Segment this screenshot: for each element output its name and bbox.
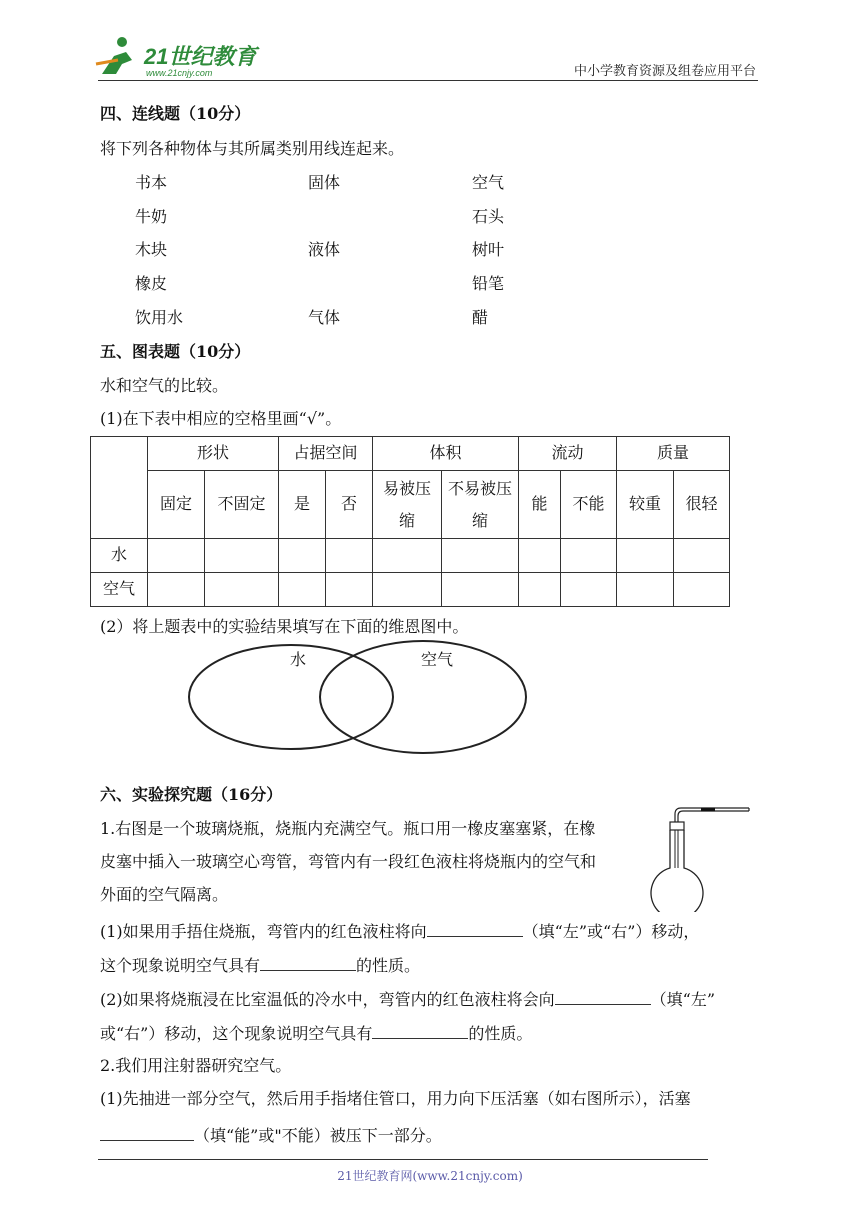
q2-text-d: 的性质。 [468, 1024, 533, 1043]
answer-cell[interactable] [373, 573, 442, 607]
answer-cell[interactable] [442, 539, 519, 573]
section5-q2: (2）将上题表中的实验结果填写在下面的维恩图中。 [100, 617, 469, 636]
col1-item: 牛奶 [135, 207, 168, 226]
answer-blank[interactable] [372, 1024, 468, 1039]
section6-q1-line1 [100, 922, 699, 940]
section6-p1-line2: 皮塞中插入一玻璃空心弯管，弯管内有一段红色液柱将烧瓶内的空气和 [100, 852, 597, 871]
col3-item: 醋 [472, 308, 489, 327]
row-label: 水 [91, 539, 148, 573]
row-label: 空气 [91, 573, 148, 607]
answer-cell[interactable] [279, 573, 326, 607]
col3-item: 石头 [472, 207, 505, 226]
answer-cell[interactable] [674, 539, 730, 573]
answer-cell[interactable] [279, 539, 326, 573]
venn-right-label: 空气 [421, 650, 454, 669]
answer-blank[interactable] [260, 956, 356, 971]
section4-instruction: 将下列各种物体与其所属类别用线连起来。 [100, 139, 405, 158]
answer-cell[interactable] [326, 573, 373, 607]
footer-divider [98, 1159, 708, 1160]
answer-cell[interactable] [519, 573, 561, 607]
site-logo [92, 34, 262, 82]
sub-header: 不易被压缩 [442, 471, 519, 539]
sub-header: 否 [326, 471, 373, 539]
sub-header: 能 [519, 471, 561, 539]
section6-title: 六、实验探究题（16分） [100, 785, 283, 804]
section6-p2-q1-line1: (1)先抽进一部分空气，然后用手指堵住管口，用力向下压活塞（如右图所示），活塞 [100, 1089, 691, 1108]
section5-title: 五、图表题（10分） [100, 342, 251, 361]
sub-header: 易被压缩 [373, 471, 442, 539]
q1-text-a: (1)如果用手捂住烧瓶，弯管内的红色液柱将向 [100, 922, 427, 941]
corner-cell [91, 437, 148, 539]
logo-main: 21世纪教育 [144, 44, 257, 69]
answer-cell[interactable] [442, 573, 519, 607]
venn-diagram [180, 640, 540, 760]
section6-q2-line2 [100, 1024, 532, 1042]
section6-q1-line2 [100, 956, 420, 974]
sub-header: 很轻 [674, 471, 730, 539]
col1-item: 饮用水 [135, 308, 184, 327]
sub-header: 不固定 [205, 471, 279, 539]
q1-text-b: （填“左”或“右”）移动， [522, 922, 700, 941]
sub-header: 是 [279, 471, 326, 539]
q1-text-d: 的性质。 [356, 956, 421, 975]
col2-item: 气体 [308, 308, 341, 327]
section5-q1: (1)在下表中相应的空格里画“√”。 [100, 409, 342, 428]
group-header: 形状 [148, 437, 279, 471]
answer-cell[interactable] [617, 573, 674, 607]
col2-item: 固体 [308, 173, 341, 192]
group-header: 质量 [617, 437, 730, 471]
flask-icon [645, 800, 755, 912]
sub-header: 固定 [148, 471, 205, 539]
group-header: 体积 [373, 437, 519, 471]
answer-blank[interactable] [555, 990, 651, 1005]
group-header: 流动 [519, 437, 617, 471]
footer-text[interactable]: 21世纪教育网(www.21cnjy.com) [337, 1169, 523, 1183]
col3-item: 铅笔 [472, 274, 505, 293]
section6-p1-line1: 1.右图是一个玻璃烧瓶，烧瓶内充满空气。瓶口用一橡皮塞塞紧，在橡 [100, 819, 596, 838]
col1-item: 书本 [135, 173, 168, 192]
section5-intro: 水和空气的比较。 [100, 376, 229, 395]
sub-header: 较重 [617, 471, 674, 539]
col1-item: 橡皮 [135, 274, 168, 293]
q2-text-a: (2)如果将烧瓶浸在比室温低的冷水中，弯管内的红色液柱将会向 [100, 990, 555, 1009]
answer-cell[interactable] [148, 539, 205, 573]
answer-cell[interactable] [326, 539, 373, 573]
q2-text-b: （填“左” [650, 990, 716, 1009]
answer-blank[interactable] [100, 1126, 194, 1141]
logo-url: www.21cnjy.com [146, 68, 213, 78]
answer-cell[interactable] [205, 573, 279, 607]
header-divider [98, 80, 758, 81]
answer-cell[interactable] [205, 539, 279, 573]
section6-p1-line3: 外面的空气隔离。 [100, 885, 229, 904]
platform-name: 中小学教育资源及组卷应用平台 [573, 64, 756, 79]
p2-q1-text-b: （填“能”或"不能）被压下一部分。 [194, 1126, 442, 1145]
col2-item: 液体 [308, 240, 341, 259]
col1-item: 木块 [135, 240, 168, 259]
q1-text-c: 这个现象说明空气具有 [100, 956, 261, 975]
group-header: 占据空间 [279, 437, 373, 471]
answer-cell[interactable] [519, 539, 561, 573]
answer-cell[interactable] [561, 539, 617, 573]
venn-left-label: 水 [290, 650, 307, 669]
section6-p2: 2.我们用注射器研究空气。 [100, 1056, 292, 1075]
col3-item: 空气 [472, 173, 505, 192]
answer-cell[interactable] [148, 573, 205, 607]
col3-item: 树叶 [472, 240, 505, 259]
answer-cell[interactable] [373, 539, 442, 573]
section4-title: 四、连线题（10分） [100, 104, 251, 123]
section6-q2-line1 [100, 990, 715, 1008]
comparison-table [90, 436, 730, 607]
answer-blank[interactable] [427, 922, 523, 937]
answer-cell[interactable] [617, 539, 674, 573]
sub-header: 不能 [561, 471, 617, 539]
q2-text-c: 或“右”）移动，这个现象说明空气具有 [100, 1024, 373, 1043]
section6-p2-q1-line2 [100, 1126, 442, 1144]
answer-cell[interactable] [561, 573, 617, 607]
answer-cell[interactable] [674, 573, 730, 607]
